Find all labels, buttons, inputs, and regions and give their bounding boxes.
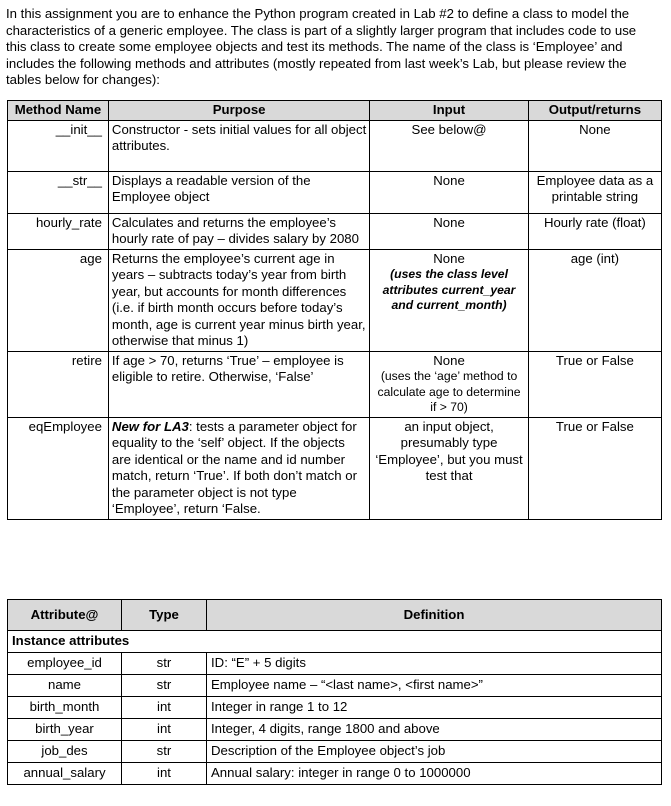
method-row	[8, 351, 662, 417]
attribute-definition: ID: “E” + 5 digits	[207, 653, 662, 675]
method-name: __str__	[8, 171, 109, 213]
header-purpose: Purpose	[108, 101, 369, 121]
method-output: None	[528, 120, 661, 171]
method-output: True or False	[528, 351, 661, 417]
attribute-type: str	[122, 653, 207, 675]
method-input: None	[370, 171, 528, 213]
method-input-value: None	[433, 250, 465, 266]
attribute-name: annual_salary	[8, 763, 122, 785]
attribute-row	[8, 741, 662, 763]
method-input: an input object, presumably type ‘Employee’, but you must test that	[370, 417, 528, 519]
header-attribute: Attribute@	[8, 600, 122, 631]
attribute-name: job_des	[8, 741, 122, 763]
intro-paragraph: In this assignment you are to enhance the Python program created in Lab #2 to define a class to model the characteristics of a generic employee. The class is part of a slightly larger program that includes code to use this class to create some employee objects and test its methods. The name of the class is ‘Employee’ and includes the following methods and attributes (mostly repeated from last week’s Lab, but please review the tables below for changes):	[6, 6, 637, 87]
attribute-definition: Integer, 4 digits, range 1800 and above	[207, 719, 662, 741]
attribute-row	[8, 763, 662, 785]
method-output: age (int)	[528, 249, 661, 351]
method-input-note: (uses the class level attributes current_year and current_month)	[382, 267, 516, 312]
method-input-value: None	[433, 352, 465, 368]
attribute-name: birth_month	[8, 697, 122, 719]
method-name: __init__	[8, 120, 109, 171]
attribute-type: int	[122, 697, 207, 719]
method-input	[370, 249, 528, 351]
attribute-type: str	[122, 741, 207, 763]
attributes-section-row	[8, 631, 662, 653]
attribute-type: int	[122, 719, 207, 741]
method-purpose: Constructor - sets initial values for all object attributes.	[108, 120, 369, 171]
method-input: See below@	[370, 120, 528, 171]
attributes-header-row	[8, 600, 662, 631]
attribute-definition: Annual salary: integer in range 0 to 1000000	[207, 763, 662, 785]
attribute-name: birth_year	[8, 719, 122, 741]
header-output: Output/returns	[528, 101, 661, 121]
method-name: age	[8, 249, 109, 351]
method-row	[8, 171, 662, 213]
attributes-table	[7, 599, 662, 785]
methods-table	[7, 100, 662, 520]
header-method-name: Method Name	[8, 101, 109, 121]
method-row	[8, 417, 662, 519]
method-output: True or False	[528, 417, 661, 519]
header-input: Input	[370, 101, 528, 121]
method-purpose-lead: New for LA3	[111, 418, 189, 434]
method-purpose: Returns the employee’s current age in years – subtracts today’s year from birth year, but accounts for month differences (i.e. if birth month occurs before today’s month, age is current year minus birth year, otherwise that minus 1)	[108, 249, 369, 351]
section-label: Instance attributes	[8, 631, 662, 653]
header-definition: Definition	[207, 600, 662, 631]
method-input: None	[370, 213, 528, 249]
attribute-definition: Integer in range 1 to 12	[207, 697, 662, 719]
method-row	[8, 249, 662, 351]
attribute-definition: Description of the Employee object’s job	[207, 741, 662, 763]
method-name: eqEmployee	[8, 417, 109, 519]
attribute-row	[8, 653, 662, 675]
methods-header-row	[8, 101, 662, 121]
method-purpose: If age > 70, returns ‘True’ – employee is eligible to retire. Otherwise, ‘False’	[108, 351, 369, 417]
method-output: Hourly rate (float)	[528, 213, 661, 249]
method-purpose: Calculates and returns the employee’s hourly rate of pay – divides salary by 2080	[108, 213, 369, 249]
method-purpose-text: : tests a parameter object for equality to the ‘self’ object. If the objects are identical or the name and id number match, return ‘True’. If both don’t match or the parameter object is not type ‘Employee’, return ‘False.	[111, 418, 357, 516]
attribute-row	[8, 675, 662, 697]
attribute-row	[8, 719, 662, 741]
method-input	[370, 351, 528, 417]
attribute-type: str	[122, 675, 207, 697]
method-output: Employee data as a printable string	[528, 171, 661, 213]
attribute-name: name	[8, 675, 122, 697]
method-input-note: (uses the ‘age’ method to calculate age to determine if > 70)	[377, 369, 521, 414]
attribute-definition: Employee name – “<last name>, <first name>”	[207, 675, 662, 697]
attribute-name: employee_id	[8, 653, 122, 675]
method-name: retire	[8, 351, 109, 417]
method-purpose	[108, 417, 369, 519]
header-type: Type	[122, 600, 207, 631]
method-row	[8, 213, 662, 249]
method-name: hourly_rate	[8, 213, 109, 249]
attribute-row	[8, 697, 662, 719]
attribute-type: int	[122, 763, 207, 785]
method-row	[8, 120, 662, 171]
method-purpose: Displays a readable version of the Employee object	[108, 171, 369, 213]
